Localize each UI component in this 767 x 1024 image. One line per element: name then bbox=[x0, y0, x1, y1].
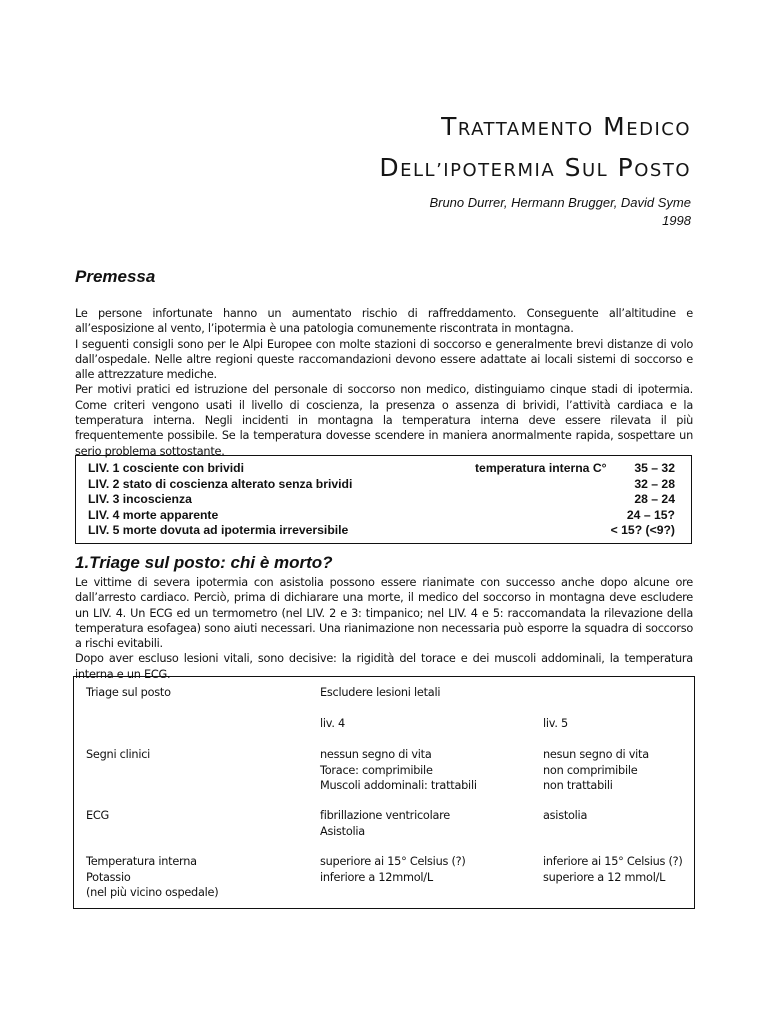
cell-line: Muscoli addominali: trattabili bbox=[320, 779, 477, 792]
triage-heading: 1.Triage sul posto: chi è morto? bbox=[75, 553, 333, 572]
level-label: LIV. 3 incoscienza bbox=[88, 492, 192, 506]
row-label-temperatura bbox=[86, 854, 218, 901]
cell-line: nesun segno di vita bbox=[543, 748, 649, 761]
ecg-liv5 bbox=[543, 808, 587, 824]
paragraph: Per motivi pratici ed istruzione del personale di soccorso non medico, distinguiamo cinque stadi di ipotermia. Come criteri vengono usati il livello di coscienza, la presenza o assenza di brividi, l’attività cardiaca e la temperatura interna. Negli incidenti in montagna la temperatura interna deve essere rilevata il più frequentemente possibile. Se la temperatura dovesse scendere in maniera anormalmente rapida, sospettare un serio problema sottostante. bbox=[75, 383, 693, 458]
segni-liv5 bbox=[543, 747, 649, 794]
column-liv5: liv. 5 bbox=[543, 717, 568, 730]
table-header-triage: Triage sul posto bbox=[86, 686, 171, 699]
premessa-text bbox=[75, 306, 693, 459]
segni-liv4 bbox=[320, 747, 477, 794]
level-label: LIV. 5 morte dovuta ad ipotermia irreversibile bbox=[88, 523, 349, 537]
cell-line: (nel più vicino ospedale) bbox=[86, 886, 219, 899]
table-header-exclude: Escludere lesioni letali bbox=[320, 686, 441, 699]
level-row bbox=[88, 492, 675, 508]
level-row bbox=[88, 461, 675, 477]
level-row bbox=[88, 523, 675, 539]
paragraph: Dopo aver escluso lesioni vitali, sono decisive: la rigidità del torace e dei muscoli addominali, la temperatura interna e un ECG. bbox=[75, 652, 693, 681]
row-label-ecg: ECG bbox=[86, 809, 110, 822]
level-label: LIV. 1 cosciente con brividi bbox=[88, 461, 245, 475]
year: 1998 bbox=[662, 213, 691, 228]
triage-table bbox=[73, 676, 695, 909]
title-block bbox=[379, 108, 691, 230]
level-label: LIV. 4 morte apparente bbox=[88, 507, 219, 522]
cell-line: nessun segno di vita bbox=[320, 748, 432, 761]
level-label: LIV. 2 stato di coscienza alterato senza brividi bbox=[88, 476, 353, 491]
column-liv4: liv. 4 bbox=[320, 717, 345, 730]
cell-line: superiore ai 15° Celsius (?) bbox=[320, 855, 466, 868]
cell-line: Asistolia bbox=[320, 824, 365, 838]
cell-line: Potassio bbox=[86, 870, 131, 884]
premessa-heading: Premessa bbox=[75, 267, 156, 286]
cell-line: superiore a 12 mmol/L bbox=[543, 870, 666, 884]
authors: Bruno Durrer, Hermann Brugger, David Syme bbox=[429, 195, 691, 210]
cell-line: asistolia bbox=[543, 809, 588, 822]
title-line-2: DELL’IPOTERMIA SUL POSTO bbox=[379, 153, 691, 182]
ecg-liv4 bbox=[320, 808, 450, 839]
level-temperature: 32 – 28 bbox=[634, 476, 675, 491]
title-line-1: TRATTAMENTO MEDICO bbox=[441, 112, 691, 141]
cell-line: inferiore ai 15° Celsius (?) bbox=[543, 855, 683, 868]
level-temperature: 24 – 15? bbox=[626, 507, 675, 522]
cell-line: inferiore a 12mmol/L bbox=[320, 870, 433, 884]
triage-text bbox=[75, 575, 693, 682]
temperatura-liv5 bbox=[543, 854, 683, 885]
cell-line: Temperatura interna bbox=[86, 855, 197, 868]
temperatura-liv4 bbox=[320, 854, 466, 885]
paragraph: Le vittime di severa ipotermia con asistolia possono essere rianimate con successo anche dopo alcune ore dall’arresto cardiaco. Perciò, prima di dichiarare una morte, il medico del soccorso in montagna deve escludere un LIV. 4. Un ECG ed un termometro (nel LIV. 2 e 3: timpanico; nel LIV. 4 e 5: raccomandata la rilevazione della temperatura esofagea) sono aiuti necessari. Una rianimazione non necessaria può esporre la squadra di soccorso a rischi evitabili. bbox=[75, 576, 693, 651]
row-label-segni: Segni clinici bbox=[86, 748, 151, 761]
cell-line: Torace: comprimibile bbox=[320, 763, 433, 777]
level-temperature: 35 – 32 bbox=[634, 461, 675, 475]
level-row bbox=[88, 508, 675, 524]
cell-line: non comprimibile bbox=[543, 763, 638, 777]
level-temperature: < 15? (<9?) bbox=[610, 523, 675, 537]
level-temperature: 28 – 24 bbox=[634, 492, 675, 506]
paragraph: I seguenti consigli sono per le Alpi Europee con molte stazioni di soccorso e generalmente brevi distanze di volo dall’ospedale. Nelle altre regioni queste raccomandazioni devono essere adattate ai locali sistemi di soccorso e alle attrezzature mediche. bbox=[75, 337, 693, 382]
hypothermia-levels-box bbox=[75, 455, 692, 544]
paragraph: Le persone infortunate hanno un aumentato rischio di raffreddamento. Conseguente all’altitudine e all’esposizione al vento, l’ipotermia è una patologia comunemente riscontrata in montagna. bbox=[75, 307, 693, 336]
cell-line: non trattabili bbox=[543, 779, 613, 792]
cell-line: fibrillazione ventricolare bbox=[320, 809, 450, 822]
level-row bbox=[88, 477, 675, 493]
temperature-header: temperatura interna C° bbox=[475, 461, 607, 475]
